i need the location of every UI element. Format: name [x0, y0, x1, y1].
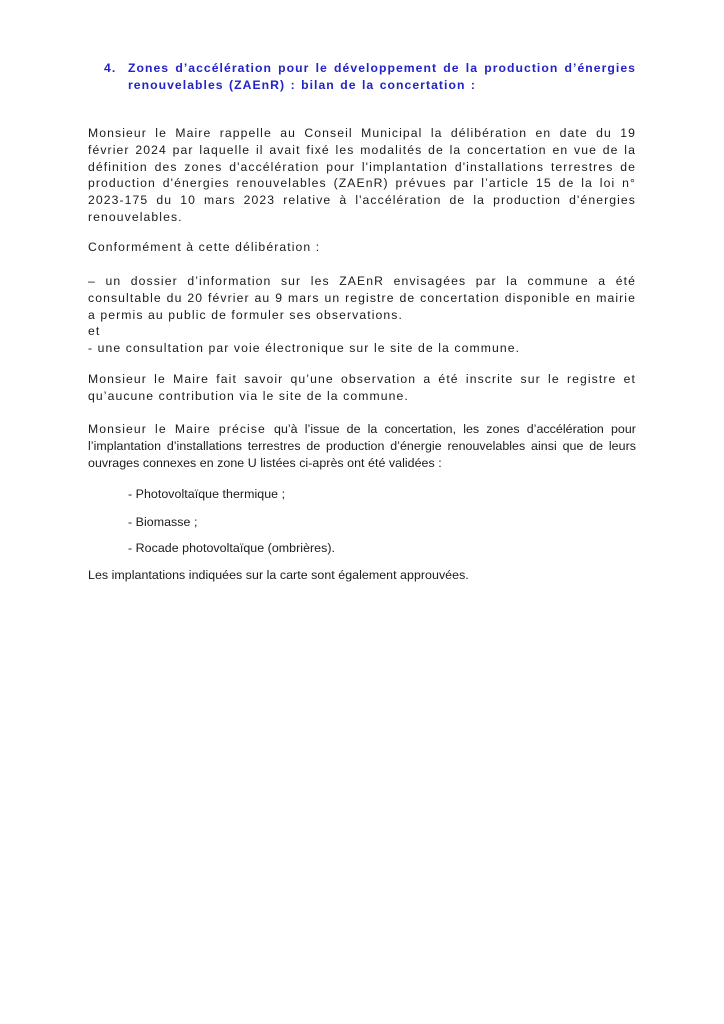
section-title-line-1: Zones d’accélération pour le développement de la production d’énergies — [128, 61, 636, 75]
list-item: - Rocade photovoltaïque (ombrières). — [128, 541, 336, 555]
paragraph-line: 2023-175 du 10 mars 2023 relative à l'accélération de la production d'énergies — [88, 193, 636, 208]
section-title-line-2: renouvelables (ZAEnR) : bilan de la concertation : — [128, 78, 476, 92]
paragraph-line: et — [88, 324, 101, 339]
section-number: 4. — [104, 61, 117, 75]
paragraph-line-rest: qu’à l’issue de la concertation, les zones d’accélération pour — [274, 422, 636, 436]
paragraph-dossier — [88, 273, 636, 357]
paragraph-line: – un dossier d’information sur les ZAEnR envisagées par la commune a été — [88, 274, 636, 288]
paragraph-lead: Monsieur le Maire précise — [88, 422, 266, 436]
paragraph-observation — [88, 371, 636, 405]
paragraph-line: Les implantations indiquées sur la carte sont également approuvées. — [88, 568, 469, 582]
paragraph-precise — [88, 421, 636, 471]
paragraph-line: ouvrages connexes en zone U listées ci-après ont été validées : — [88, 455, 442, 470]
paragraph-line: - une consultation par voie électronique sur le site de la commune. — [88, 341, 521, 356]
closing-sentence — [88, 567, 636, 584]
paragraph-line: l’implantation d’installations terrestres de production d’énergie renouvelables ainsi que de leurs — [88, 438, 636, 453]
paragraph-conformement — [88, 239, 636, 256]
paragraph-line: qu’aucune contribution via le site de la commune. — [88, 388, 409, 403]
paragraph-line: Monsieur le Maire fait savoir qu’une observation a été inscrite sur le registre et — [88, 372, 636, 386]
list-item: - Biomasse ; — [128, 515, 198, 529]
paragraph-line: définition des zones d'accélération pour l'implantation d'installations terrestres de — [88, 159, 636, 174]
section-heading — [104, 60, 636, 94]
paragraph-line: production d'énergies renouvelables (ZAEnR) prévues par l’article 15 de la loi n° — [88, 176, 636, 191]
paragraph-line: a permis au public de formuler ses observations. — [88, 307, 403, 322]
paragraph-line: renouvelables. — [88, 209, 183, 224]
list-item: - Photovoltaïque thermique ; — [128, 487, 286, 501]
paragraph-line: consultable du 20 février au 9 mars un registre de concertation disponible en mairie — [88, 290, 636, 305]
paragraph-rappel — [88, 125, 636, 226]
paragraph-line: Monsieur le Maire rappelle au Conseil Municipal la délibération en date du 19 — [88, 126, 636, 140]
paragraph-line: Conformément à cette délibération : — [88, 240, 321, 254]
paragraph-line-mixed — [88, 421, 636, 438]
paragraph-line: février 2024 par laquelle il avait fixé les modalités de la concertation en vue de la — [88, 142, 636, 157]
